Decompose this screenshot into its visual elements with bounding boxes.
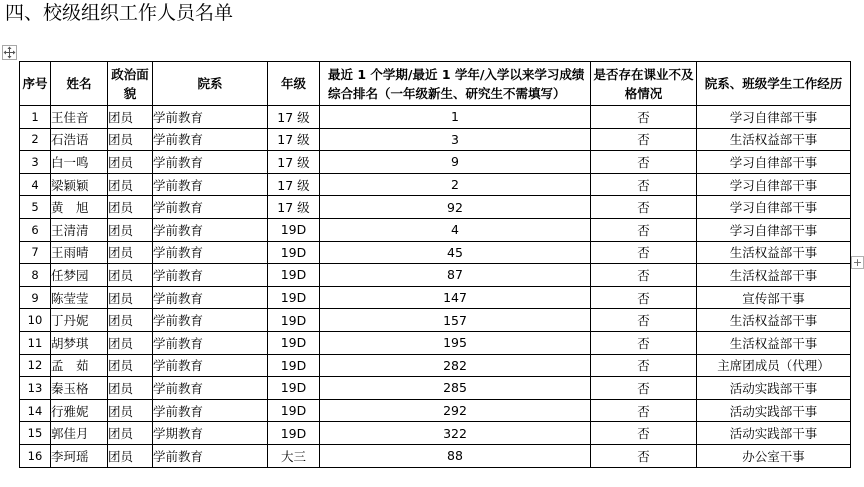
plus-icon[interactable]: + (852, 256, 863, 269)
cell-fail: 否 (591, 286, 697, 309)
cell-rank: 1 (320, 106, 591, 129)
cell-grade: 19D (268, 309, 320, 332)
cell-grade: 17 级 (268, 128, 320, 151)
cell-dept: 学前教育 (153, 241, 268, 264)
table-row (20, 106, 851, 129)
cell-dept: 学期教育 (153, 422, 268, 445)
cell-fail: 否 (591, 106, 697, 129)
cell-political: 团员 (108, 286, 153, 309)
table-row (20, 309, 851, 332)
cell-grade: 19D (268, 377, 320, 400)
cell-seq: 11 (20, 331, 51, 354)
cell-grade: 17 级 (268, 106, 320, 129)
page-title: 四、校级组织工作人员名单 (5, 2, 234, 24)
cell-name: 孟 茹 (51, 354, 108, 377)
cell-rank: 88 (320, 444, 591, 467)
cell-political: 团员 (108, 264, 153, 287)
cell-name: 胡梦琪 (51, 331, 108, 354)
cell-rank: 285 (320, 377, 591, 400)
cell-name: 行雅妮 (51, 399, 108, 422)
cell-seq: 7 (20, 241, 51, 264)
cell-political: 团员 (108, 151, 153, 174)
cell-dept: 学前教育 (153, 218, 268, 241)
cell-political: 团员 (108, 331, 153, 354)
cell-experience: 学习自律部干事 (697, 196, 851, 219)
cell-political: 团员 (108, 218, 153, 241)
cell-name: 任梦园 (51, 264, 108, 287)
cell-name: 丁丹妮 (51, 309, 108, 332)
table-row (20, 399, 851, 422)
cell-seq: 4 (20, 173, 51, 196)
cell-political: 团员 (108, 173, 153, 196)
cell-seq: 12 (20, 354, 51, 377)
cell-experience: 宣传部干事 (697, 286, 851, 309)
cell-political: 团员 (108, 241, 153, 264)
cell-rank: 3 (320, 128, 591, 151)
cell-name: 黄 旭 (51, 196, 108, 219)
cell-grade: 19D (268, 218, 320, 241)
cell-experience: 活动实践部干事 (697, 399, 851, 422)
cell-fail: 否 (591, 377, 697, 400)
header-grade: 年级 (268, 62, 320, 106)
cell-fail: 否 (591, 173, 697, 196)
cell-experience: 生活权益部干事 (697, 331, 851, 354)
cell-experience: 学习自律部干事 (697, 151, 851, 174)
cell-rank: 92 (320, 196, 591, 219)
table-row (20, 286, 851, 309)
cell-dept: 学前教育 (153, 309, 268, 332)
header-fail: 是否存在课业不及格情况 (591, 62, 697, 106)
table-row (20, 377, 851, 400)
move-arrows-icon[interactable] (2, 45, 17, 60)
cell-grade: 大三 (268, 444, 320, 467)
cell-grade: 19D (268, 331, 320, 354)
header-political: 政治面貌 (108, 62, 153, 106)
cell-experience: 活动实践部干事 (697, 422, 851, 445)
cell-seq: 1 (20, 106, 51, 129)
cell-dept: 学前教育 (153, 354, 268, 377)
table-row (20, 331, 851, 354)
cell-fail: 否 (591, 151, 697, 174)
cell-experience: 学习自律部干事 (697, 218, 851, 241)
cell-dept: 学前教育 (153, 399, 268, 422)
cell-dept: 学前教育 (153, 173, 268, 196)
cell-name: 王清清 (51, 218, 108, 241)
cell-name: 王佳音 (51, 106, 108, 129)
table-row (20, 444, 851, 467)
cell-experience: 办公室干事 (697, 444, 851, 467)
table-row (20, 218, 851, 241)
cell-name: 王雨晴 (51, 241, 108, 264)
cell-dept: 学前教育 (153, 444, 268, 467)
header-experience: 院系、班级学生工作经历 (697, 62, 851, 106)
cell-political: 团员 (108, 444, 153, 467)
cell-dept: 学前教育 (153, 196, 268, 219)
header-seq: 序号 (20, 62, 51, 106)
cell-seq: 5 (20, 196, 51, 219)
cell-rank: 2 (320, 173, 591, 196)
cell-experience: 生活权益部干事 (697, 309, 851, 332)
cell-rank: 195 (320, 331, 591, 354)
cell-experience: 学习自律部干事 (697, 106, 851, 129)
cell-political: 团员 (108, 106, 153, 129)
cell-political: 团员 (108, 196, 153, 219)
cell-grade: 19D (268, 422, 320, 445)
cell-seq: 10 (20, 309, 51, 332)
cell-grade: 19D (268, 241, 320, 264)
cell-dept: 学前教育 (153, 128, 268, 151)
cell-seq: 9 (20, 286, 51, 309)
cell-fail: 否 (591, 218, 697, 241)
cell-rank: 9 (320, 151, 591, 174)
cell-rank: 87 (320, 264, 591, 287)
cell-dept: 学前教育 (153, 106, 268, 129)
table-row (20, 128, 851, 151)
cell-name: 石浩语 (51, 128, 108, 151)
cell-seq: 8 (20, 264, 51, 287)
cell-seq: 14 (20, 399, 51, 422)
cell-seq: 6 (20, 218, 51, 241)
cell-fail: 否 (591, 128, 697, 151)
cell-fail: 否 (591, 422, 697, 445)
table-row (20, 241, 851, 264)
table-row (20, 354, 851, 377)
table-row (20, 422, 851, 445)
cell-grade: 17 级 (268, 151, 320, 174)
cell-grade: 19D (268, 264, 320, 287)
cell-fail: 否 (591, 399, 697, 422)
cell-experience: 活动实践部干事 (697, 377, 851, 400)
cell-grade: 19D (268, 399, 320, 422)
cell-experience: 生活权益部干事 (697, 264, 851, 287)
header-rank: 最近 1 个学期/最近 1 学年/入学以来学习成绩综合排名（一年级新生、研究生不需填写） (320, 62, 591, 106)
cell-name: 李珂瑶 (51, 444, 108, 467)
cell-political: 团员 (108, 128, 153, 151)
cell-dept: 学前教育 (153, 151, 268, 174)
header-name: 姓名 (51, 62, 108, 106)
cell-grade: 17 级 (268, 196, 320, 219)
cell-name: 秦玉格 (51, 377, 108, 400)
cell-political: 团员 (108, 309, 153, 332)
cell-seq: 16 (20, 444, 51, 467)
table-header-row (20, 62, 851, 106)
cell-fail: 否 (591, 354, 697, 377)
cell-fail: 否 (591, 241, 697, 264)
cell-rank: 322 (320, 422, 591, 445)
cell-fail: 否 (591, 444, 697, 467)
cell-dept: 学前教育 (153, 377, 268, 400)
table-row (20, 196, 851, 219)
cell-grade: 17 级 (268, 173, 320, 196)
cell-seq: 3 (20, 151, 51, 174)
cell-fail: 否 (591, 309, 697, 332)
cell-experience: 生活权益部干事 (697, 241, 851, 264)
staff-roster-table (19, 61, 851, 468)
cell-rank: 45 (320, 241, 591, 264)
cell-grade: 19D (268, 354, 320, 377)
table-row (20, 173, 851, 196)
cell-seq: 15 (20, 422, 51, 445)
cell-name: 白一鸣 (51, 151, 108, 174)
cell-rank: 282 (320, 354, 591, 377)
cell-seq: 13 (20, 377, 51, 400)
cell-name: 梁颖颖 (51, 173, 108, 196)
cell-dept: 学前教育 (153, 331, 268, 354)
cell-experience: 学习自律部干事 (697, 173, 851, 196)
cell-rank: 292 (320, 399, 591, 422)
cell-rank: 157 (320, 309, 591, 332)
cell-grade: 19D (268, 286, 320, 309)
cell-political: 团员 (108, 354, 153, 377)
cell-dept: 学前教育 (153, 264, 268, 287)
cell-rank: 147 (320, 286, 591, 309)
cell-rank: 4 (320, 218, 591, 241)
cell-fail: 否 (591, 196, 697, 219)
cell-political: 团员 (108, 422, 153, 445)
table-row (20, 264, 851, 287)
cell-experience: 主席团成员（代理） (697, 354, 851, 377)
table-row (20, 151, 851, 174)
cell-name: 陈莹莹 (51, 286, 108, 309)
cell-experience: 生活权益部干事 (697, 128, 851, 151)
cell-fail: 否 (591, 264, 697, 287)
cell-political: 团员 (108, 399, 153, 422)
cell-fail: 否 (591, 331, 697, 354)
cell-political: 团员 (108, 377, 153, 400)
cell-dept: 学前教育 (153, 286, 268, 309)
header-dept: 院系 (153, 62, 268, 106)
cell-name: 郭佳月 (51, 422, 108, 445)
cell-seq: 2 (20, 128, 51, 151)
